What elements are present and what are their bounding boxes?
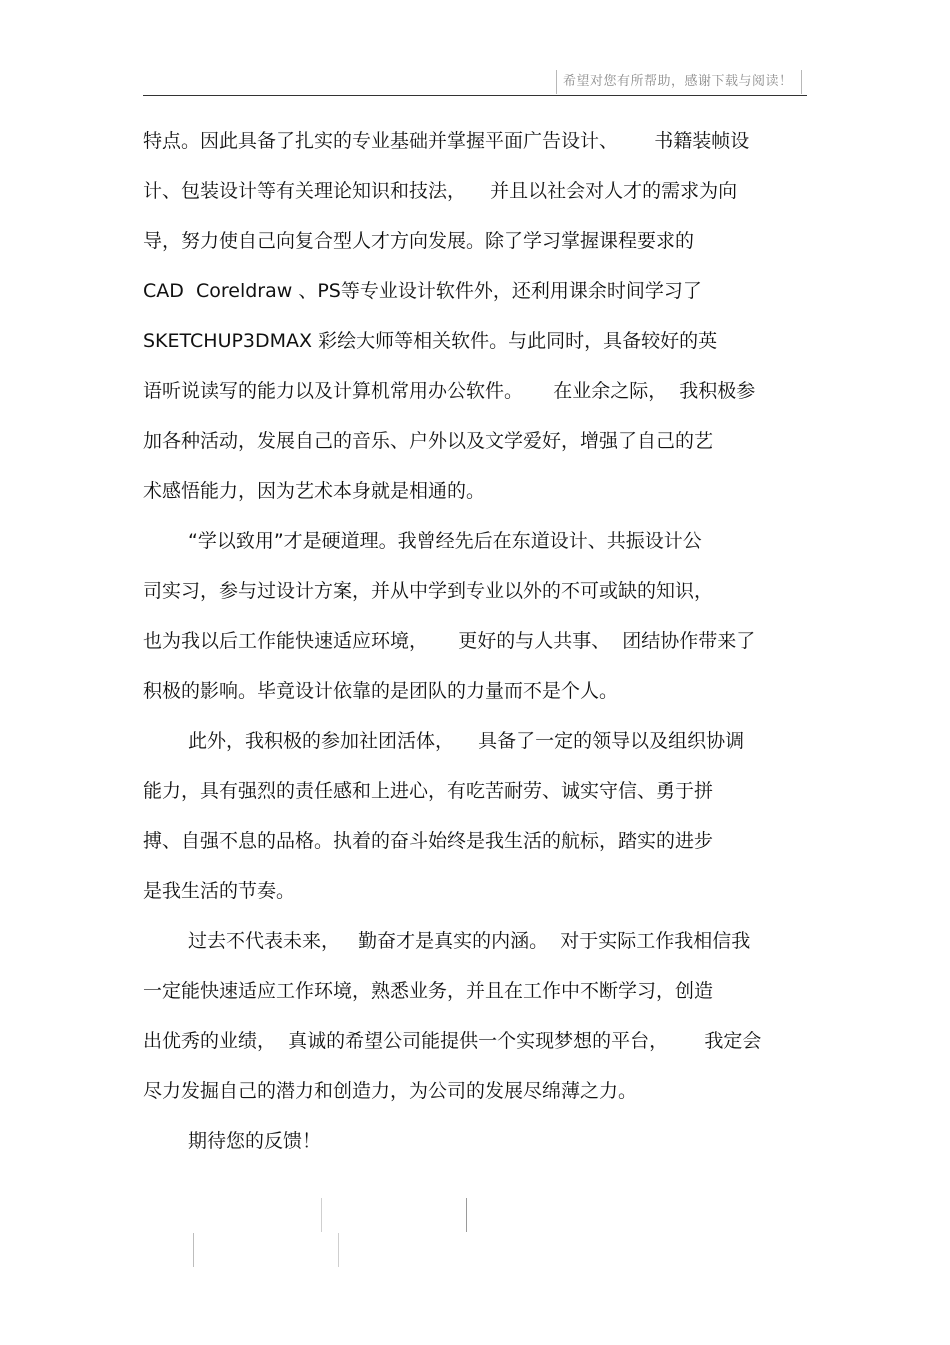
header-note: 希望对您有所帮助，感谢下载与阅读！ <box>556 70 802 94</box>
scan-mark <box>466 1198 467 1232</box>
text-line: 也为我以后工作能快速适应环境， 更好的与人共事、 团结协作带来了 <box>143 630 756 652</box>
text-line: SKETCHUP3DMAX 彩绘大师等相关软件。与此同时，具备较好的英 <box>143 330 718 352</box>
text-line: CAD Coreldraw 、PS等专业设计软件外，还利用课余时间学习了 <box>143 280 702 302</box>
text-line: 司实习，参与过设计方案，并从中学到专业以外的不可或缺的知识， <box>143 580 714 602</box>
text-line: 加各种活动，发展自己的音乐、户外以及文学爱好，增强了自己的艺 <box>143 430 714 452</box>
text-line: 导，努力使自己向复合型人才方向发展。除了学习掌握课程要求的 <box>143 230 695 252</box>
scan-mark <box>321 1198 322 1232</box>
text-line: 出优秀的业绩， 真诚的希望公司能提供一个实现梦想的平台， 我定会 <box>143 1030 762 1052</box>
text-line: 特点。因此具备了扎实的专业基础并掌握平面广告设计、 书籍装帧设 <box>143 130 750 152</box>
text-line: 能力，具有强烈的责任感和上进心，有吃苦耐劳、诚实守信、勇于拼 <box>143 780 714 802</box>
paragraph-start-line: 过去不代表未来， 勤奋才是真实的内涵。 对于实际工作我相信我 <box>188 930 751 952</box>
text-line: 计、包装设计等有关理论知识和技法， 并且以社会对人才的需求为向 <box>143 180 738 202</box>
text-line: 一定能快速适应工作环境，熟悉业务，并且在工作中不断学习，创造 <box>143 980 714 1002</box>
text-line: 语听说读写的能力以及计算机常用办公软件。 在业余之际， 我积极参 <box>143 380 756 402</box>
paragraph-start-line: 此外，我积极的参加社团活体， 具备了一定的领导以及组织协调 <box>188 730 745 752</box>
text-line: 尽力发掘自己的潜力和创造力，为公司的发展尽绵薄之力。 <box>143 1080 638 1102</box>
scan-mark <box>338 1233 339 1267</box>
header-rule <box>143 95 807 96</box>
text-line: 是我生活的节奏。 <box>143 880 296 902</box>
closing-line: 期待您的反馈！ <box>188 1130 322 1152</box>
paragraph-start-line: “学以致用”才是硬道理。我曾经先后在东道设计、共振设计公 <box>188 530 702 552</box>
text-line: 术感悟能力，因为艺术本身就是相通的。 <box>143 480 486 502</box>
scan-mark <box>193 1233 194 1267</box>
text-line: 积极的影响。毕竟设计依靠的是团队的力量而不是个人。 <box>143 680 619 702</box>
text-line: 搏、自强不息的品格。执着的奋斗始终是我生活的航标，踏实的进步 <box>143 830 714 852</box>
